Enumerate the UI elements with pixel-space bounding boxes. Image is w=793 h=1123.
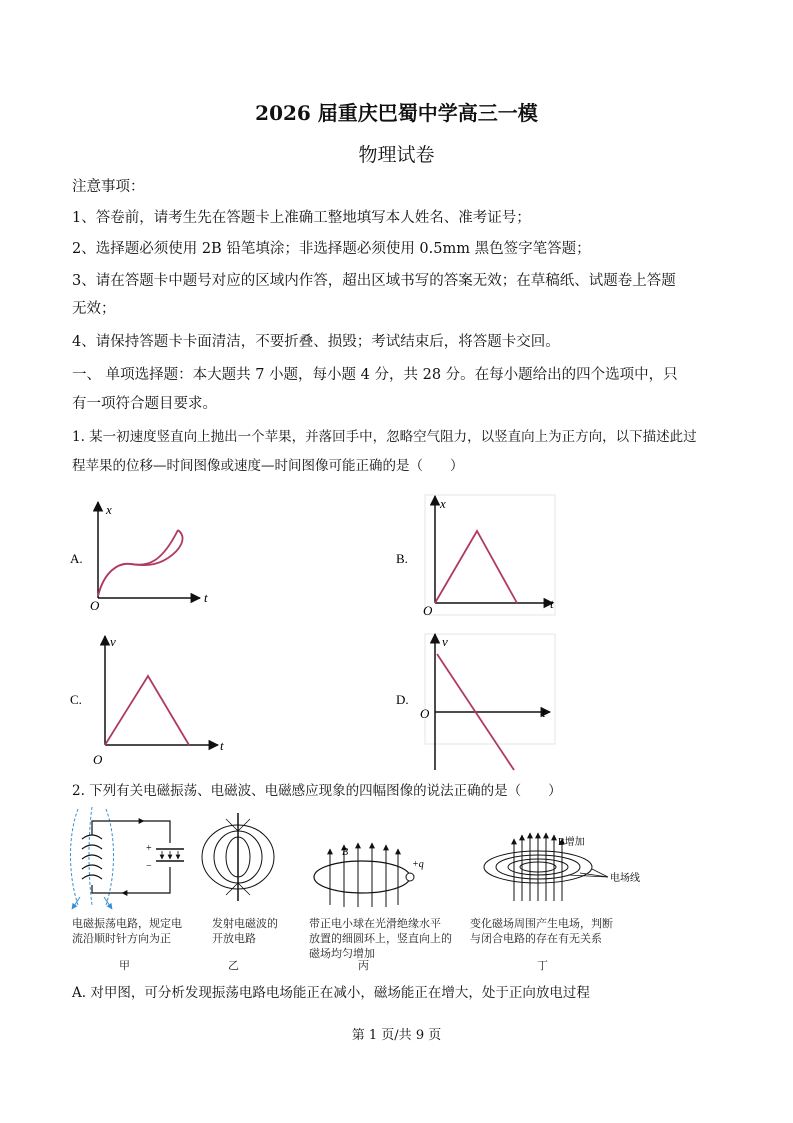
graph-d-origin: O xyxy=(420,706,430,721)
figure-jia-name: 甲 xyxy=(119,959,130,972)
figure-bing-b-label: B xyxy=(342,847,349,858)
figure-jia xyxy=(71,807,185,909)
question-1-graphs xyxy=(60,490,740,775)
graph-a-y-label: x xyxy=(106,502,112,517)
option-b-label: B. xyxy=(396,551,408,566)
note-item-2: 2、选择题必须使用 2B 铅笔填涂；非选择题必须使用 0.5mm 黑色签字笔答题； xyxy=(72,241,591,257)
graph-b-x-label: t xyxy=(550,596,554,611)
question-2-option-a: A. 对甲图，可分析发现振荡电路电场能正在减小，磁场能正在增大，处于正向放电过程 xyxy=(72,985,590,1001)
figure-bing-caption: 带正电小球在光滑绝缘水平 放置的细圆环上，竖直向上的 磁场均匀增加 xyxy=(309,917,452,960)
section-heading: 一、 单项选择题：本大题共 7 小题，每小题 4 分，共 28 分。在每小题给出的四个选项中，只 xyxy=(72,367,678,383)
graph-c-origin: O xyxy=(93,752,103,767)
graph-a-curve-main xyxy=(98,530,178,596)
notes-heading: 注意事项： xyxy=(72,179,145,195)
figure-ding xyxy=(484,833,640,901)
figure-ding-b-label: B增加 xyxy=(558,837,585,848)
figure-yi-name: 乙 xyxy=(228,959,239,972)
graph-d-y-label: v xyxy=(442,634,448,649)
graph-b-origin: O xyxy=(423,603,433,618)
figure-yi-caption: 发射电磁波的 开放电路 xyxy=(212,917,278,945)
graph-a-origin: O xyxy=(90,598,100,613)
question-1-stem-cont: 程苹果的位移—时间图像或速度—时间图像可能正确的是（ ） xyxy=(72,458,464,474)
figure-yi xyxy=(202,813,274,901)
note-item-3: 3、请在答题卡中题号对应的区域内作答，超出区域书写的答案无效；在草稿纸、试题卷上答题 xyxy=(72,273,676,289)
graph-d-x-label: t xyxy=(542,705,546,720)
graph-d xyxy=(396,634,555,770)
graph-c-y-label: v xyxy=(110,634,116,649)
page-number: 第 1 页/共 9 页 xyxy=(351,1028,442,1043)
graph-c-curve xyxy=(105,676,189,745)
figure-ding-caption: 变化磁场周围产生电场，判断 与闭合电路的存在有无关系 xyxy=(470,917,613,945)
figure-bing-q-label: +q xyxy=(412,859,424,870)
question-2-figures xyxy=(60,805,740,915)
svg-text:+: + xyxy=(146,843,152,854)
figure-ding-name: 丁 xyxy=(537,959,548,972)
graph-a-curve xyxy=(98,530,183,596)
question-1-stem: 1. 某一初速度竖直向上抛出一个苹果，并落回手中，忽略空气阻力，以竖直向上为正方向，以下描述此过 xyxy=(72,429,697,445)
figure-ding-field-label: 电场线 xyxy=(610,873,640,884)
option-a-label: A. xyxy=(70,551,83,566)
exam-subject: 物理试卷 xyxy=(358,144,435,166)
figure-bing xyxy=(314,843,424,907)
option-d-label: D. xyxy=(396,692,409,707)
note-item-3-cont: 无效； xyxy=(72,301,116,317)
graph-c xyxy=(70,634,224,767)
note-item-4: 4、请保持答题卡卡面清洁，不要折叠、损毁；考试结束后，将答题卡交回。 xyxy=(72,334,560,350)
graph-b xyxy=(396,495,555,618)
graph-b-curve xyxy=(435,531,517,603)
graph-c-x-label: t xyxy=(220,738,224,753)
figure-jia-caption: 电磁振荡电路，规定电 流沿顺时针方向为正 xyxy=(72,917,182,945)
section-heading-cont: 有一项符合题目要求。 xyxy=(72,396,217,412)
figure-bing-name: 丙 xyxy=(358,959,369,972)
question-2-stem: 2. 下列有关电磁振荡、电磁波、电磁感应现象的四幅图像的说法正确的是（ ） xyxy=(72,783,562,799)
graph-a xyxy=(70,502,208,613)
note-item-1: 1、答卷前，请考生先在答题卡上准确工整地填写本人姓名、准考证号； xyxy=(72,210,531,226)
exam-title: 2026 届重庆巴蜀中学高三一模 xyxy=(255,101,538,125)
option-c-label: C. xyxy=(70,692,82,707)
graph-b-y-label: x xyxy=(440,496,446,511)
graph-a-x-label: t xyxy=(204,590,208,605)
svg-text:−: − xyxy=(146,861,152,872)
